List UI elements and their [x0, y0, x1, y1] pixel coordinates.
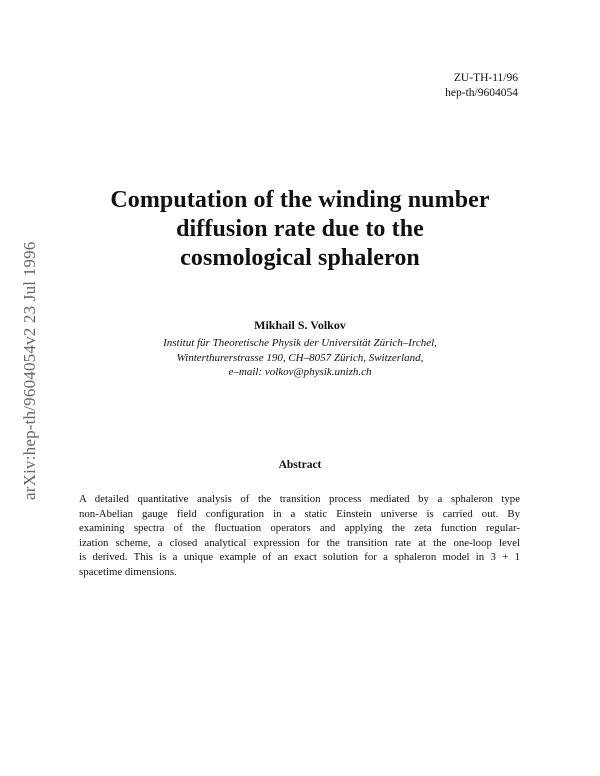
title-line: Computation of the winding number	[110, 187, 490, 213]
author-affiliation	[0, 336, 600, 380]
report-number: ZU-TH-11/96	[453, 72, 518, 84]
report-identifiers	[445, 71, 518, 101]
abstract-text	[79, 492, 520, 579]
abstract-line: A detailed quantitative analysis of the transition process mediated by a sphaleron type	[79, 493, 520, 505]
abstract-line: ization scheme, a closed analytical expression for the transition rate at the one-loop level	[79, 536, 520, 549]
paper-title	[0, 186, 600, 273]
affiliation-line: Institut für Theoretische Physik der Universität Zürich–Irchel,	[163, 337, 437, 349]
title-line: cosmological sphaleron	[180, 245, 420, 271]
abstract-heading: Abstract	[278, 459, 322, 471]
arxiv-identifier: hep-th/9604054	[445, 87, 518, 99]
arxiv-side-stamp: arXiv:hep-th/9604054v2 23 Jul 1996	[20, 241, 39, 500]
abstract-line: non-Abelian gauge field configuration in a static Einstein universe is carried out. By	[79, 507, 520, 520]
affiliation-line: Winterthurerstrasse 190, CH–8057 Zürich, Switzerland,	[176, 351, 424, 364]
abstract-line: examining spectra of the fluctuation operators and applying the zeta function regular-	[79, 522, 520, 534]
title-line: diffusion rate due to the	[176, 216, 424, 242]
affiliation-line: e–mail: volkov@physik.unizh.ch	[228, 366, 372, 378]
author-name: Mikhail S. Volkov	[254, 318, 346, 332]
abstract-line: spacetime dimensions.	[79, 565, 177, 578]
abstract-line: is derived. This is a unique example of an exact solution for a sphaleron model in 3 + 1	[79, 551, 520, 563]
